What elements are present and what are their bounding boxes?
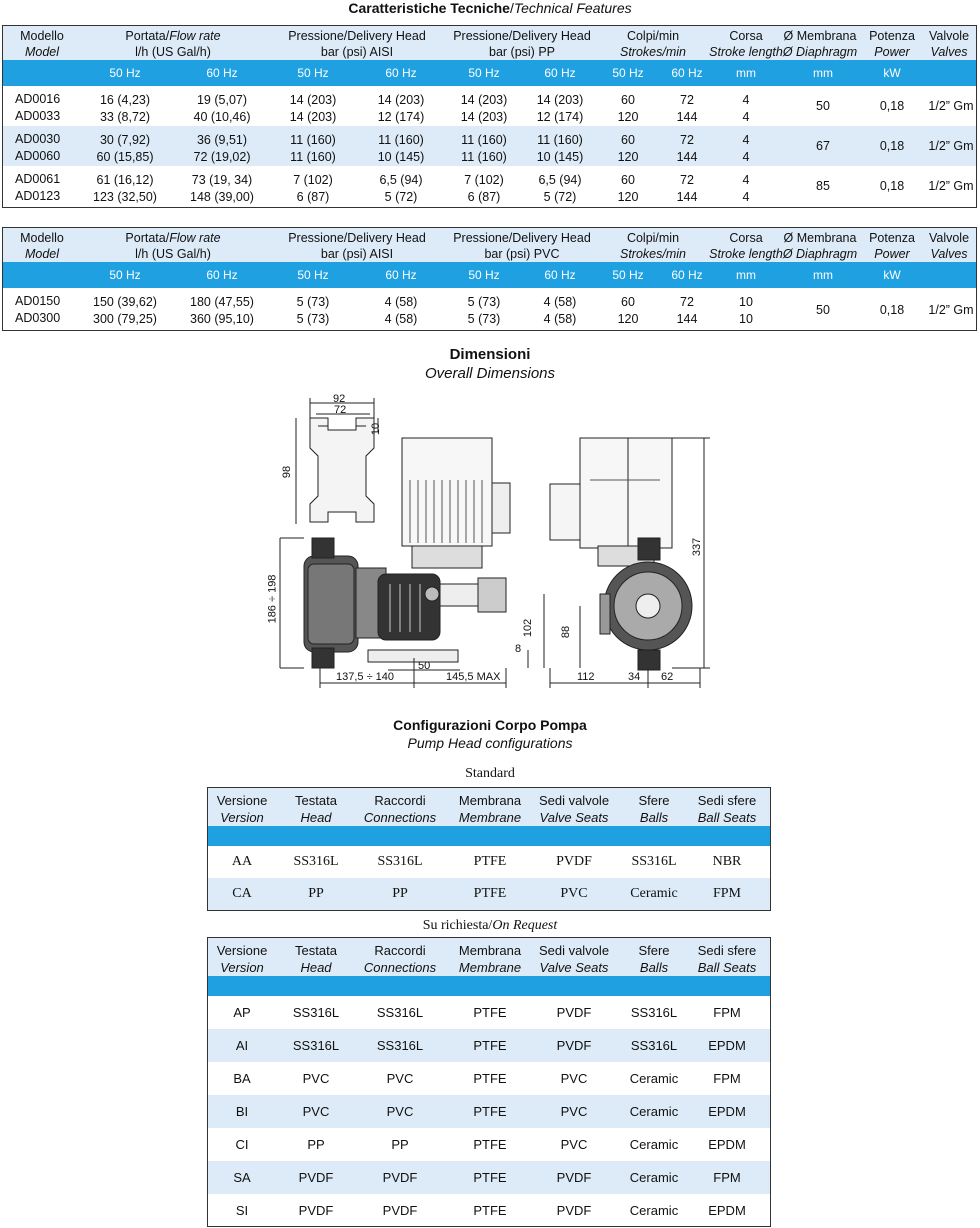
column-header: Pressione/Delivery Head bar (psi) AISI bbox=[288, 231, 426, 261]
column-header: Pressione/Delivery Head bar (psi) AISI bbox=[288, 29, 426, 59]
config-header: Versione Version bbox=[216, 793, 268, 825]
config-cell: PVC bbox=[386, 1070, 414, 1086]
config-header: Sedi valvole Valve Seats bbox=[538, 793, 610, 825]
table-cell: 33 (8,72) bbox=[99, 110, 151, 124]
config-cell: BA bbox=[233, 1070, 251, 1086]
config-cell: PVC bbox=[302, 1103, 330, 1119]
valves-cell: 1/2” Gm bbox=[928, 179, 974, 193]
config-cell: PVC bbox=[560, 886, 588, 901]
table-cell: 60 bbox=[621, 133, 635, 147]
table-cell: 14 (203) bbox=[460, 110, 508, 124]
table-cell: 11 (160) bbox=[290, 150, 336, 164]
config-cell: PVDF bbox=[298, 1169, 334, 1185]
config-cell: PVC bbox=[560, 1103, 588, 1119]
config-cell: PVDF bbox=[298, 1202, 334, 1218]
dim-102: 102 bbox=[522, 618, 535, 638]
column-header: Portata/Flow rate l/h (US Gal/h) bbox=[125, 29, 221, 59]
column-header: Colpi/min Strokes/min bbox=[620, 231, 686, 261]
unit-label: 60 Hz bbox=[544, 268, 576, 282]
table-cell: 4 (58) bbox=[543, 295, 577, 309]
table-cell: 11 (160) bbox=[461, 133, 507, 147]
on-request-config-table bbox=[207, 937, 771, 1227]
table-cell: 60 (15,85) bbox=[96, 150, 154, 164]
config-cell: PVC bbox=[560, 1070, 588, 1086]
config-cell: Ceramic bbox=[629, 1070, 679, 1086]
config-title: Configurazioni Corpo Pompa Pump Head configurations bbox=[393, 717, 587, 751]
table-cell: 10 (145) bbox=[377, 150, 425, 164]
pump-dimension-drawing bbox=[260, 388, 720, 693]
table-cell: 180 (47,55) bbox=[190, 295, 254, 309]
diaphragm-cell: 85 bbox=[816, 179, 830, 193]
unit-label: 50 Hz bbox=[297, 66, 329, 80]
config-cell: PVC bbox=[560, 1136, 588, 1152]
unit-label: 60 Hz bbox=[671, 268, 703, 282]
table-cell: 30 (7,92) bbox=[99, 133, 151, 147]
unit-label: 60 Hz bbox=[385, 66, 417, 80]
config-cell: SI bbox=[235, 1202, 249, 1218]
config-cell: EPDM bbox=[708, 1202, 746, 1218]
config-cell: PVC bbox=[386, 1103, 414, 1119]
unit-label: 50 Hz bbox=[109, 268, 141, 282]
config-header: Sedi sfere Ball Seats bbox=[697, 943, 757, 975]
table-cell: 14 (203) bbox=[377, 93, 425, 107]
config-cell: NBR bbox=[712, 854, 742, 869]
table-cell: 6 (87) bbox=[296, 190, 330, 204]
config-cell: PTFE bbox=[473, 1202, 507, 1218]
table-cell: 144 bbox=[676, 190, 698, 204]
config-cell: SS316L bbox=[376, 1004, 424, 1020]
unit-label: 50 Hz bbox=[468, 66, 500, 80]
dim-145-max: 145,5 MAX bbox=[446, 671, 501, 683]
table-cell: 4 bbox=[742, 110, 750, 124]
valves-cell: 1/2” Gm bbox=[928, 139, 974, 153]
table-cell: 4 (58) bbox=[384, 295, 418, 309]
dim-72: 72 bbox=[334, 404, 347, 416]
unit-label: mm bbox=[813, 268, 833, 282]
valves-cell: 1/2” Gm bbox=[928, 303, 974, 317]
table-cell: 11 (160) bbox=[290, 133, 336, 147]
config-cell: SS316L bbox=[630, 1004, 678, 1020]
config-cell: PVDF bbox=[556, 1004, 592, 1020]
column-header: Corsa Stroke length bbox=[709, 29, 783, 59]
unit-label: 60 Hz bbox=[206, 66, 238, 80]
table-cell: 5 (72) bbox=[543, 190, 577, 204]
table-cell: 12 (174) bbox=[377, 110, 425, 124]
column-header: Valvole Valves bbox=[928, 29, 970, 59]
config-cell: CI bbox=[235, 1136, 249, 1152]
config-cell: AA bbox=[231, 854, 253, 869]
column-header: Valvole Valves bbox=[928, 231, 970, 261]
unit-label: kW bbox=[883, 268, 901, 282]
config-cell: PP bbox=[307, 1136, 325, 1152]
config-cell: PTFE bbox=[473, 1136, 507, 1152]
power-cell: 0,18 bbox=[879, 99, 905, 113]
table-cell: 4 bbox=[742, 150, 750, 164]
config-header: Sedi valvole Valve Seats bbox=[538, 943, 610, 975]
table-cell: 10 (145) bbox=[536, 150, 584, 164]
table-cell: 148 (39,00) bbox=[190, 190, 254, 204]
table-cell: 6 (87) bbox=[467, 190, 501, 204]
table-cell: 4 (58) bbox=[384, 312, 418, 326]
unit-label: 50 Hz bbox=[109, 66, 141, 80]
config-cell: PVDF bbox=[382, 1202, 418, 1218]
table-cell: 16 (4,23) bbox=[99, 93, 151, 107]
config-cell: PTFE bbox=[473, 1004, 507, 1020]
diaphragm-cell: 67 bbox=[816, 139, 830, 153]
model-cell: AD0033 bbox=[15, 109, 61, 123]
dim-8: 8 bbox=[515, 643, 522, 655]
table-cell: 144 bbox=[676, 110, 698, 124]
unit-label: 50 Hz bbox=[612, 268, 644, 282]
unit-label: 60 Hz bbox=[671, 66, 703, 80]
config-cell: EPDM bbox=[708, 1136, 746, 1152]
table-cell: 11 (160) bbox=[537, 133, 583, 147]
column-header: Portata/Flow rate l/h (US Gal/h) bbox=[125, 231, 221, 261]
table-cell: 72 bbox=[680, 133, 694, 147]
unit-label: mm bbox=[736, 268, 756, 282]
table-cell: 123 (32,50) bbox=[93, 190, 157, 204]
table-cell: 5 (73) bbox=[296, 295, 330, 309]
table-cell: 72 bbox=[680, 295, 694, 309]
unit-label: kW bbox=[883, 66, 901, 80]
config-cell: SS316L bbox=[631, 854, 677, 869]
config-cell: PTFE bbox=[473, 1070, 507, 1086]
config-cell: SA bbox=[233, 1169, 251, 1185]
table-cell: 12 (174) bbox=[536, 110, 584, 124]
column-header: Potenza Power bbox=[869, 29, 915, 59]
config-cell: SS316L bbox=[377, 854, 423, 869]
column-header: Corsa Stroke length bbox=[709, 231, 783, 261]
dimensions-title: Dimensioni Overall Dimensions bbox=[424, 346, 556, 382]
config-header: Testata Head bbox=[295, 943, 337, 975]
table-cell: 5 (73) bbox=[296, 312, 330, 326]
table-cell: 14 (203) bbox=[289, 93, 337, 107]
model-cell: AD0061 bbox=[15, 172, 61, 186]
config-header: Membrana Membrane bbox=[458, 793, 522, 825]
table-cell: 60 bbox=[621, 93, 635, 107]
config-cell: Ceramic bbox=[629, 1202, 679, 1218]
power-cell: 0,18 bbox=[879, 139, 905, 153]
unit-label: 50 Hz bbox=[612, 66, 644, 80]
config-cell: FPM bbox=[713, 1004, 741, 1020]
config-cell: Ceramic bbox=[630, 886, 678, 901]
config-cell: SS316L bbox=[376, 1037, 424, 1053]
dim-62: 62 bbox=[661, 671, 674, 683]
unit-label: 60 Hz bbox=[544, 66, 576, 80]
config-cell: PVDF bbox=[556, 1202, 592, 1218]
unit-label: mm bbox=[813, 66, 833, 80]
config-cell: PVDF bbox=[556, 1169, 592, 1185]
column-header: Potenza Power bbox=[869, 231, 915, 261]
config-header: Versione Version bbox=[216, 943, 268, 975]
diaphragm-cell: 50 bbox=[816, 303, 830, 317]
config-cell: Ceramic bbox=[629, 1169, 679, 1185]
table-cell: 4 bbox=[742, 190, 750, 204]
config-cell: PVDF bbox=[556, 1037, 592, 1053]
config-cell: PVDF bbox=[382, 1169, 418, 1185]
unit-label: 60 Hz bbox=[385, 268, 417, 282]
table-cell: 300 (79,25) bbox=[93, 312, 157, 326]
table-cell: 120 bbox=[617, 312, 639, 326]
model-cell: AD0123 bbox=[15, 189, 61, 203]
table-cell: 36 (9,51) bbox=[196, 133, 248, 147]
dim-88: 88 bbox=[560, 625, 573, 639]
config-header: Sedi sfere Ball Seats bbox=[697, 793, 757, 825]
standard-label: Standard bbox=[465, 766, 515, 781]
config-cell: PTFE bbox=[473, 854, 507, 869]
table-cell: 60 bbox=[621, 173, 635, 187]
power-cell: 0,18 bbox=[879, 179, 905, 193]
table-cell: 72 (19,02) bbox=[193, 150, 251, 164]
table-cell: 5 (72) bbox=[384, 190, 418, 204]
table-cell: 5 (73) bbox=[467, 295, 501, 309]
config-cell: FPM bbox=[713, 1070, 741, 1086]
config-cell: PTFE bbox=[473, 1169, 507, 1185]
config-header: Membrana Membrane bbox=[458, 943, 522, 975]
model-cell: AD0300 bbox=[15, 311, 61, 325]
column-header: Ø Membrana Ø Diaphragm bbox=[782, 29, 858, 59]
config-cell: PVDF bbox=[556, 854, 592, 869]
table-cell: 14 (203) bbox=[536, 93, 584, 107]
config-cell: Ceramic bbox=[629, 1103, 679, 1119]
config-cell: FPM bbox=[713, 1169, 741, 1185]
config-header: Testata Head bbox=[295, 793, 337, 825]
column-header: Modello Model bbox=[20, 29, 64, 59]
table-cell: 144 bbox=[676, 150, 698, 164]
technical-features-table bbox=[2, 25, 977, 208]
unit-label: 50 Hz bbox=[297, 268, 329, 282]
model-cell: AD0060 bbox=[15, 149, 61, 163]
dim-337: 337 bbox=[691, 537, 704, 557]
config-header: Sfere Balls bbox=[638, 943, 670, 975]
dim-186-198: 186 ÷ 198 bbox=[266, 574, 279, 624]
table-cell: 144 bbox=[676, 312, 698, 326]
dim-98: 98 bbox=[281, 465, 294, 479]
table-cell: 120 bbox=[617, 110, 639, 124]
model-cell: AD0150 bbox=[15, 294, 61, 308]
config-cell: AI bbox=[235, 1037, 249, 1053]
table-cell: 10 bbox=[739, 312, 753, 326]
table-cell: 60 bbox=[621, 295, 635, 309]
column-header: Modello Model bbox=[20, 231, 64, 261]
config-cell: EPDM bbox=[708, 1103, 746, 1119]
config-cell: SS316L bbox=[292, 1004, 340, 1020]
table-cell: 11 (160) bbox=[461, 150, 507, 164]
technical-features-table-2 bbox=[2, 227, 977, 331]
unit-label: 60 Hz bbox=[206, 268, 238, 282]
model-cell: AD0016 bbox=[15, 92, 61, 106]
column-header: Pressione/Delivery Head bar (psi) PVC bbox=[453, 231, 591, 261]
config-header: Sfere Balls bbox=[638, 793, 670, 825]
table-cell: 6,5 (94) bbox=[379, 173, 423, 187]
table-cell: 61 (16,12) bbox=[96, 173, 154, 187]
power-cell: 0,18 bbox=[879, 303, 905, 317]
config-cell: SS316L bbox=[292, 1037, 340, 1053]
config-cell: PP bbox=[392, 886, 408, 901]
dim-34: 34 bbox=[628, 671, 641, 683]
table-cell: 40 (10,46) bbox=[193, 110, 251, 124]
unit-label: 50 Hz bbox=[468, 268, 500, 282]
column-header: Colpi/min Strokes/min bbox=[620, 29, 686, 59]
config-cell: PTFE bbox=[473, 1103, 507, 1119]
table-cell: 7 (102) bbox=[293, 173, 333, 187]
table-cell: 7 (102) bbox=[464, 173, 504, 187]
config-cell: BI bbox=[235, 1103, 249, 1119]
table-cell: 6,5 (94) bbox=[538, 173, 582, 187]
config-cell: SS316L bbox=[630, 1037, 678, 1053]
table-cell: 72 bbox=[680, 173, 694, 187]
config-cell: PTFE bbox=[473, 1037, 507, 1053]
table-cell: 10 bbox=[739, 295, 753, 309]
table-cell: 72 bbox=[680, 93, 694, 107]
config-header: Raccordi Connections bbox=[363, 793, 437, 825]
table-cell: 14 (203) bbox=[289, 110, 337, 124]
table-cell: 120 bbox=[617, 190, 639, 204]
table-cell: 360 (95,10) bbox=[190, 312, 254, 326]
config-cell: Ceramic bbox=[629, 1136, 679, 1152]
config-cell: PP bbox=[391, 1136, 409, 1152]
dim-10: 10 bbox=[370, 422, 383, 436]
table-cell: 4 bbox=[742, 173, 750, 187]
dim-137-140: 137,5 ÷ 140 bbox=[336, 671, 395, 683]
valves-cell: 1/2” Gm bbox=[928, 99, 974, 113]
column-header: Pressione/Delivery Head bar (psi) PP bbox=[453, 29, 591, 59]
model-cell: AD0030 bbox=[15, 132, 61, 146]
config-cell: PP bbox=[308, 886, 324, 901]
config-cell: PTFE bbox=[473, 886, 507, 901]
config-cell: AP bbox=[233, 1004, 251, 1020]
config-cell: PVC bbox=[302, 1070, 330, 1086]
table-cell: 5 (73) bbox=[467, 312, 501, 326]
standard-config-table bbox=[207, 787, 771, 911]
dim-50: 50 bbox=[418, 660, 431, 672]
table-cell: 4 bbox=[742, 133, 750, 147]
config-cell: EPDM bbox=[708, 1037, 746, 1053]
config-header: Raccordi Connections bbox=[363, 943, 437, 975]
config-cell: FPM bbox=[712, 886, 742, 901]
unit-label: mm bbox=[736, 66, 756, 80]
table-cell: 14 (203) bbox=[460, 93, 508, 107]
dim-112: 112 bbox=[577, 671, 595, 683]
column-header: Ø Membrana Ø Diaphragm bbox=[782, 231, 858, 261]
diaphragm-cell: 50 bbox=[816, 99, 830, 113]
table-cell: 19 (5,07) bbox=[196, 93, 248, 107]
dim-92: 92 bbox=[333, 393, 346, 405]
table-cell: 73 (19, 34) bbox=[191, 173, 253, 187]
table-cell: 4 bbox=[742, 93, 750, 107]
on-request-label: Su richiesta/On Request bbox=[422, 918, 558, 933]
config-cell: CA bbox=[232, 886, 252, 901]
table-cell: 120 bbox=[617, 150, 639, 164]
page-title: Caratteristiche Tecniche/Technical Features bbox=[348, 0, 632, 16]
table-cell: 4 (58) bbox=[543, 312, 577, 326]
config-cell: SS316L bbox=[293, 854, 339, 869]
table-cell: 150 (39,62) bbox=[93, 295, 157, 309]
table-cell: 11 (160) bbox=[378, 133, 424, 147]
